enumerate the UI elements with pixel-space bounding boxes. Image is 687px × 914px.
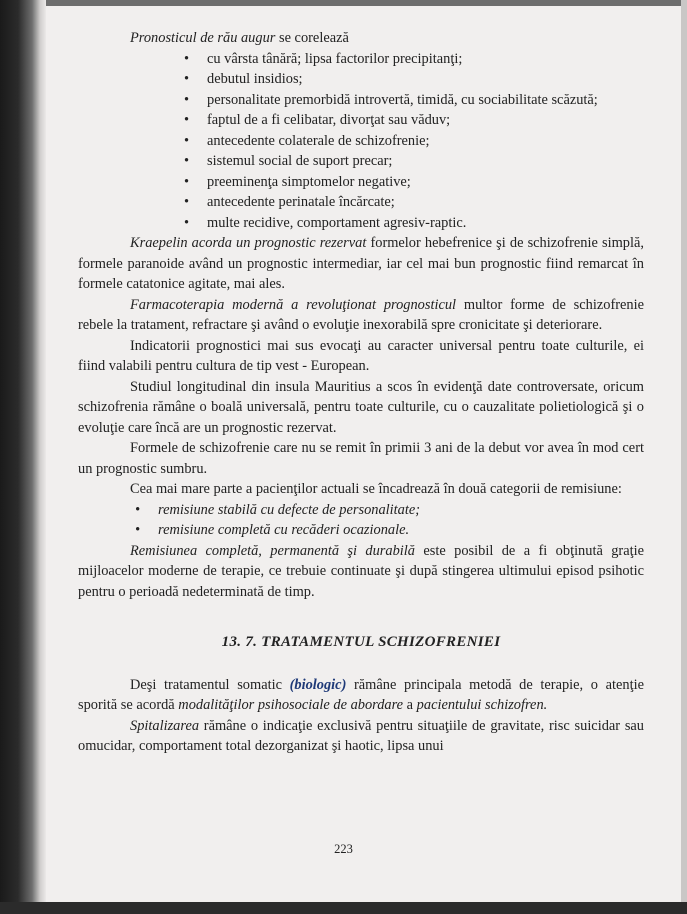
paragraph-text: a (403, 697, 417, 713)
list-item: • preeminenţa simptomelor negative; (78, 172, 644, 193)
page-number: 223 (334, 842, 353, 856)
scan-right-edge (681, 0, 687, 914)
intro-title: Pronosticul de rău augur (130, 30, 276, 46)
paragraph-text: Deşi tratamentul somatic (130, 676, 290, 693)
list-item: • remisiune completă cu recăderi ocazionale. (78, 520, 644, 541)
list-item: • sistemul social de suport precar; (78, 151, 644, 172)
book-gutter-shadow (0, 0, 46, 914)
intro-paragraph (78, 28, 644, 49)
indicators-paragraph: Indicatorii prognostici mai sus evocaţi au caracter universal pentru toate culturile, ei fiind valabili pentru cultura de tip vest - European. (78, 337, 644, 374)
paragraph-lead: Remisiunea completă, permanentă şi durabilă (130, 542, 415, 559)
scan-top-edge (46, 0, 687, 6)
list-item: • personalitate premorbidă introvertă, timidă, cu sociabilitate scăzută; (78, 90, 644, 111)
intro-text: se corelează (275, 30, 349, 46)
section-heading: 13. 7. TRATAMENTUL SCHIZOFRENIEI (221, 634, 501, 650)
page-content (78, 28, 644, 757)
list-item: • antecedente colaterale de schizofrenie; (78, 131, 644, 152)
poor-prognosis-list (78, 49, 644, 234)
paragraph-lead: Farmacoterapia modernă a revoluţionat prognosticul (130, 296, 457, 313)
list-item: • antecedente perinatale încărcate; (78, 192, 644, 213)
paragraph-lead: Spitalizarea (130, 717, 200, 734)
treatment-paragraph (78, 675, 644, 716)
kraepelin-paragraph (78, 233, 644, 295)
remission-intro-paragraph: Cea mai mare parte a pacienţilor actuali se încadrează în două categorii de remisiune: (130, 481, 622, 497)
mauritius-paragraph: Studiul longitudinal din insula Mauritius a scos în evidenţă date controversate, oricum schizofrenia rămâne o boală universală, pentru toate culturile, cu o cauzalitate polietiologică şi o evoluţie care încă are un prognostic rezervat. (78, 378, 644, 436)
paragraph-emphasis: pacientului schizofren. (416, 697, 548, 713)
paragraph-text: rămâne principala metodă de terapie, o atenţie sporită se acordă (78, 676, 644, 713)
three-years-paragraph: Formele de schizofrenie care nu se remit în primii 3 ani de la debut vor avea în mod cert un prognostic sumbru. (78, 440, 644, 477)
biologic-annotation: (biologic) (289, 676, 347, 693)
paragraph-text: rămâne o indicaţie exclusivă pentru situaţiile de gravitate, risc suicidar sau omucidar, comportament total dezorganizat şi haotic, lipsa unui (78, 717, 644, 754)
list-item: • remisiune stabilă cu defecte de personalitate; (78, 500, 644, 521)
paragraph-emphasis: modalităţilor psihosociale de abordare (178, 697, 404, 713)
paragraph-text: este posibil de a fi obţinută graţie mijloacelor moderne de terapie, ce trebuie continuate şi după stingerea ultimului episod psihotic pentru o perioadă nedeterminată de timp. (78, 542, 644, 600)
list-item: • cu vârsta tânără; lipsa factorilor precipitanţi; (78, 49, 644, 70)
list-item: • debutul insidios; (78, 69, 644, 90)
pharmacotherapy-paragraph (78, 295, 644, 336)
list-item: • faptul de a fi celibatar, divorţat sau văduv; (78, 110, 644, 131)
scan-bottom-edge (0, 902, 687, 914)
paragraph-text: multor forme de schizofrenie rebele la tratament, refractare şi având o evoluţie inexorabilă spre cronicitate şi deteriorare. (78, 296, 644, 333)
list-item: • multe recidive, comportament agresiv-raptic. (78, 213, 644, 234)
remission-types-list (78, 500, 644, 541)
hospitalization-paragraph (78, 716, 644, 757)
paragraph-lead: Kraepelin acorda un prognostic rezervat (130, 235, 367, 251)
paragraph-text: formelor hebefrenice şi de schizofrenie simplă, formele paranoide având un prognostic intermediar, iar cel mai bun prognostic fiind remarcat în formele catatonice agitate, mai ales. (78, 235, 644, 292)
complete-remission-paragraph (78, 541, 644, 603)
